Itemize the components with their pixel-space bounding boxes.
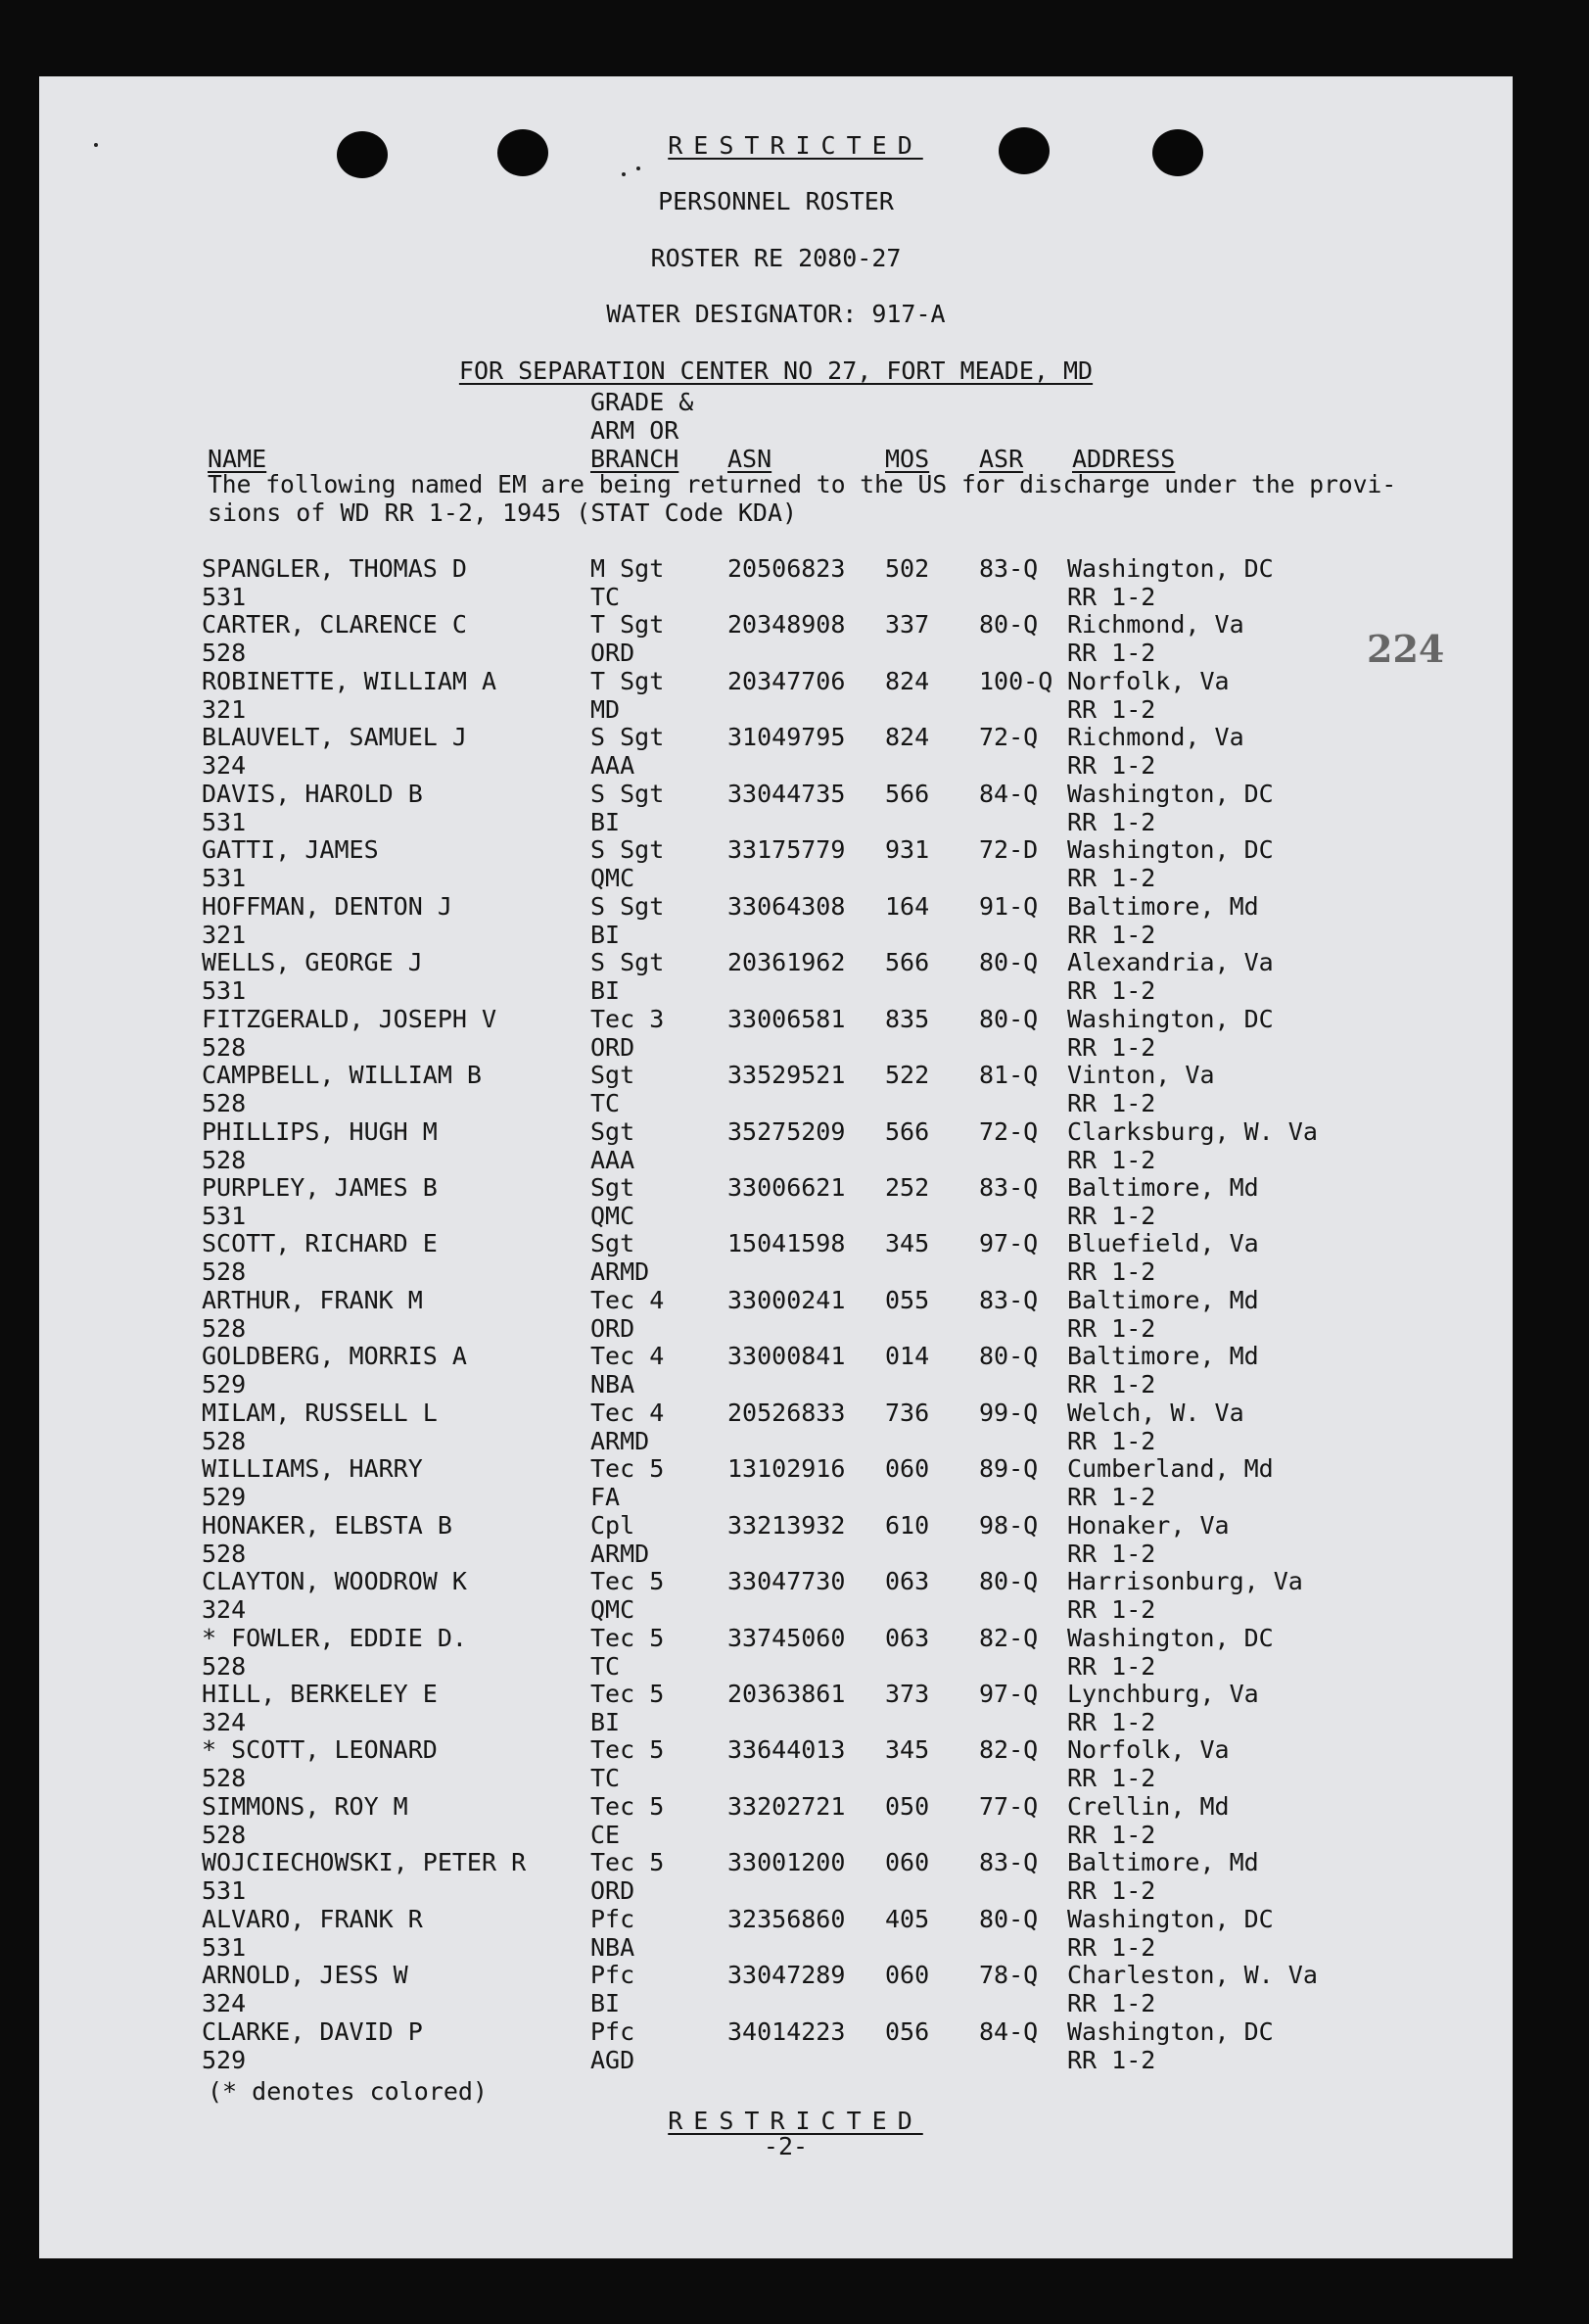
entry-branch: CE [590,1820,621,1849]
entry-code: 528 [202,1820,247,1849]
entry-code: 528 [202,1089,247,1118]
entry-branch: NBA [590,1370,635,1399]
entry-code: 528 [202,1313,247,1343]
entry-branch: BI [590,807,621,836]
roster-entry [39,2017,1513,2074]
entry-name: SPANGLER, THOMAS D [202,554,467,583]
entry-city: Crellin, Md [1067,1791,1230,1821]
entry-asr: 89-Q [979,1454,1039,1484]
entry-asn: 33064308 [727,891,846,921]
entry-branch: ARMD [590,1539,650,1568]
entry-code: 528 [202,1257,247,1287]
entry-grade: Pfc [590,2016,635,2046]
entry-grade: Tec 5 [590,1735,665,1765]
entry-asr: 99-Q [979,1398,1039,1427]
entry-city: Welch, W. Va [1067,1398,1244,1427]
entry-asr: 78-Q [979,1961,1039,1990]
entry-asn: 20363861 [727,1680,846,1708]
entry-city: Baltimore, Md [1067,891,1259,921]
restricted-header: RESTRICTED [668,131,923,160]
entry-asr: 83-Q [979,1848,1039,1877]
separation-center: FOR SEPARATION CENTER NO 27, FORT MEADE, MD [458,356,1094,385]
roster-entry [39,554,1513,611]
entry-code: 528 [202,1032,247,1062]
entry-grade: M Sgt [590,554,665,583]
entry-name: CLARKE, DAVID P [202,2016,423,2046]
roster-entry [39,1735,1513,1792]
entry-city: Honaker, Va [1067,1510,1230,1540]
entry-asn: 33047730 [727,1567,846,1596]
restricted-footer: RESTRICTED [668,2107,923,2135]
entry-rr: RR 1-2 [1067,583,1156,611]
entry-mos: 345 [885,1229,930,1258]
entry-asr: 84-Q [979,2016,1039,2046]
page-number: -2- [763,2132,809,2160]
roster-entry [39,610,1513,671]
entry-name: MILAM, RUSSELL L [202,1398,438,1427]
entry-branch: ORD [590,1032,635,1062]
roster-entry [39,780,1513,836]
entry-branch: NBA [590,1932,635,1962]
entry-mos: 522 [885,1061,930,1090]
entry-grade: Sgt [590,1229,635,1258]
entry-rr: RR 1-2 [1067,1483,1156,1512]
entry-asr: 81-Q [979,1061,1039,1090]
entry-rr: RR 1-2 [1067,1651,1156,1681]
entry-asr: 80-Q [979,1904,1039,1933]
entry-asn: 20506823 [727,554,846,583]
entry-asn: 20526833 [727,1398,846,1427]
entry-name: BLAUVELT, SAMUEL J [202,723,467,752]
entry-branch: QMC [590,1595,635,1625]
stamped-page-number: 224 [1367,627,1445,671]
entry-rr: RR 1-2 [1067,751,1156,781]
entry-code: 528 [202,1145,247,1174]
roster-entry [39,1680,1513,1736]
entry-code: 531 [202,1876,247,1906]
entry-grade: Sgt [590,1172,635,1202]
footnote: (* denotes colored) [208,2077,488,2106]
entry-code: 529 [202,2045,247,2074]
entry-branch: ORD [590,1313,635,1343]
entry-rr: RR 1-2 [1067,1032,1156,1062]
entry-branch: BI [590,920,621,949]
entry-city: Harrisonburg, Va [1067,1567,1303,1596]
speck [636,166,640,170]
entry-mos: 337 [885,610,930,640]
entry-asn: 33006621 [727,1172,846,1202]
entry-city: Richmond, Va [1067,723,1244,752]
entry-asn: 33213932 [727,1510,846,1540]
entry-city: Charleston, W. Va [1067,1961,1318,1990]
speck [622,172,626,176]
entry-code: 531 [202,864,247,893]
entry-asr: 72-Q [979,723,1039,752]
entry-branch: ORD [590,1876,635,1906]
entry-city: Washington, DC [1067,554,1274,583]
entry-name: SCOTT, RICHARD E [202,1229,438,1258]
entry-city: Norfolk, Va [1067,666,1230,695]
column-header-mos: MOS [885,445,930,473]
column-header-address: ADDRESS [1072,445,1176,473]
entry-branch: TC [590,1764,621,1793]
entry-code: 529 [202,1483,247,1512]
column-header-asn: ASN [727,445,772,473]
entry-asn: 33047289 [727,1961,846,1990]
column-header-grade-1: GRADE & [590,388,694,416]
entry-grade: Tec 5 [590,1680,665,1708]
entry-asn: 33175779 [727,835,846,865]
entry-asn: 32356860 [727,1904,846,1933]
entry-city: Clarksburg, W. Va [1067,1116,1318,1146]
entry-city: Baltimore, Md [1067,1285,1259,1314]
entry-name: CLAYTON, WOODROW K [202,1567,467,1596]
entry-asn: 20348908 [727,610,846,640]
entry-name: ARNOLD, JESS W [202,1961,408,1990]
entry-name: ARTHUR, FRANK M [202,1285,423,1314]
entry-grade: Tec 5 [590,1848,665,1877]
entry-asr: 80-Q [979,610,1039,640]
entry-rr: RR 1-2 [1067,1820,1156,1849]
entry-asn: 33202721 [727,1791,846,1821]
entry-grade: Tec 4 [590,1342,665,1371]
entry-rr: RR 1-2 [1067,1370,1156,1399]
entry-mos: 055 [885,1285,930,1314]
intro-line-2: sions of WD RR 1-2, 1945 (STAT Code KDA) [208,498,798,527]
entry-code: 528 [202,1539,247,1568]
entry-branch: QMC [590,1201,635,1230]
entry-asn: 33006581 [727,1004,846,1033]
entry-asr: 97-Q [979,1229,1039,1258]
entry-branch: ARMD [590,1257,650,1287]
entry-grade: S Sgt [590,891,665,921]
entry-asn: 31049795 [727,723,846,752]
roster-entry [39,1961,1513,2017]
entry-mos: 056 [885,2016,930,2046]
entry-asn: 13102916 [727,1454,846,1484]
entry-code: 324 [202,1989,247,2018]
entry-name: HOFFMAN, DENTON J [202,891,452,921]
entry-mos: 014 [885,1342,930,1371]
entry-asr: 83-Q [979,1172,1039,1202]
entry-city: Baltimore, Md [1067,1342,1259,1371]
entry-mos: 252 [885,1172,930,1202]
entry-city: Lynchburg, Va [1067,1680,1259,1708]
entry-name: ROBINETTE, WILLIAM A [202,666,497,695]
entry-city: Washington, DC [1067,1004,1274,1033]
entry-mos: 060 [885,1848,930,1877]
entry-mos: 063 [885,1623,930,1652]
entry-asr: 97-Q [979,1680,1039,1708]
entry-asr: 83-Q [979,554,1039,583]
entry-rr: RR 1-2 [1067,1932,1156,1962]
entry-rr: RR 1-2 [1067,1764,1156,1793]
entry-rr: RR 1-2 [1067,639,1156,668]
column-header-grade-3: BRANCH [590,445,679,473]
entry-grade: S Sgt [590,835,665,865]
roster-entry [39,1061,1513,1117]
column-header-grade-2: ARM OR [590,416,679,445]
entry-asn: 33745060 [727,1623,846,1652]
roster-entry [39,1005,1513,1062]
entry-code: 528 [202,1764,247,1793]
entry-asn: 33044735 [727,779,846,808]
roster-entry [39,723,1513,780]
entry-asr: 100-Q [979,666,1053,695]
entry-name: HONAKER, ELBSTA B [202,1510,452,1540]
entry-city: Washington, DC [1067,779,1274,808]
entry-code: 531 [202,1932,247,1962]
entry-rr: RR 1-2 [1067,976,1156,1006]
entry-city: Richmond, Va [1067,610,1244,640]
document-title: PERSONNEL ROSTER [658,187,894,215]
entry-asn: 20361962 [727,948,846,977]
entry-mos: 566 [885,779,930,808]
entry-name: WILLIAMS, HARRY [202,1454,423,1484]
entry-grade: Tec 3 [590,1004,665,1033]
entry-grade: T Sgt [590,666,665,695]
entry-asr: 84-Q [979,779,1039,808]
intro-line-1: The following named EM are being returned to the US for discharge under the provi- [208,470,1397,498]
entry-asn: 35275209 [727,1116,846,1146]
entry-asr: 91-Q [979,891,1039,921]
entry-asr: 80-Q [979,1342,1039,1371]
entry-branch: BI [590,976,621,1006]
entry-grade: Tec 4 [590,1398,665,1427]
entry-name: CARTER, CLARENCE C [202,610,467,640]
entry-city: Washington, DC [1067,2016,1274,2046]
entry-city: Norfolk, Va [1067,1735,1230,1765]
roster-entry [39,1567,1513,1624]
entry-branch: ARMD [590,1426,650,1455]
entry-city: Washington, DC [1067,1623,1274,1652]
entry-grade: T Sgt [590,610,665,640]
entry-asr: 77-Q [979,1791,1039,1821]
entry-code: 321 [202,694,247,724]
entry-mos: 405 [885,1904,930,1933]
entry-grade: Tec 4 [590,1285,665,1314]
entry-rr: RR 1-2 [1067,864,1156,893]
entry-mos: 164 [885,891,930,921]
entry-asr: 80-Q [979,948,1039,977]
entry-asr: 72-Q [979,1116,1039,1146]
roster-entry [39,1342,1513,1399]
entry-mos: 610 [885,1510,930,1540]
entry-asn: 20347706 [727,666,846,695]
entry-grade: S Sgt [590,948,665,977]
entry-name: * FOWLER, EDDIE D. [202,1623,467,1652]
entry-name: HILL, BERKELEY E [202,1680,438,1708]
entry-rr: RR 1-2 [1067,2045,1156,2074]
entry-grade: Tec 5 [590,1623,665,1652]
roster-entry [39,1286,1513,1343]
entry-grade: Sgt [590,1116,635,1146]
roster-number: ROSTER RE 2080-27 [650,244,902,272]
entry-name: GATTI, JAMES [202,835,379,865]
entry-asr: 82-Q [979,1735,1039,1765]
entry-asn: 33644013 [727,1735,846,1765]
column-header-name: NAME [208,445,267,473]
entry-mos: 345 [885,1735,930,1765]
entry-asn: 34014223 [727,2016,846,2046]
roster-entry [39,1117,1513,1174]
roster-entry [39,1173,1513,1230]
entry-code: 531 [202,807,247,836]
entry-rr: RR 1-2 [1067,1595,1156,1625]
entry-branch: TC [590,583,621,611]
entry-branch: BI [590,1989,621,2018]
entry-rr: RR 1-2 [1067,694,1156,724]
entry-code: 531 [202,583,247,611]
entry-grade: Sgt [590,1061,635,1090]
entry-grade: Cpl [590,1510,635,1540]
entry-city: Alexandria, Va [1067,948,1274,977]
entry-mos: 050 [885,1791,930,1821]
entry-branch: AGD [590,2045,635,2074]
entry-code: 529 [202,1370,247,1399]
entry-rr: RR 1-2 [1067,920,1156,949]
entry-asr: 98-Q [979,1510,1039,1540]
entry-mos: 835 [885,1004,930,1033]
entry-name: DAVIS, HAROLD B [202,779,423,808]
entry-asn: 33000841 [727,1342,846,1371]
entry-rr: RR 1-2 [1067,1257,1156,1287]
entry-asn: 33529521 [727,1061,846,1090]
entry-asr: 80-Q [979,1004,1039,1033]
entry-grade: S Sgt [590,779,665,808]
entry-branch: MD [590,694,621,724]
entry-code: 531 [202,1201,247,1230]
entry-branch: QMC [590,864,635,893]
entry-mos: 736 [885,1398,930,1427]
roster-entry [39,1399,1513,1455]
roster-entry [39,1905,1513,1962]
entry-rr: RR 1-2 [1067,1539,1156,1568]
entry-mos: 060 [885,1454,930,1484]
entry-name: SIMMONS, ROY M [202,1791,408,1821]
entry-mos: 824 [885,723,930,752]
entry-name: WOJCIECHOWSKI, PETER R [202,1848,527,1877]
roster-entry [39,1792,1513,1849]
entry-branch: ORD [590,639,635,668]
entry-asr: 72-D [979,835,1039,865]
entry-code: 528 [202,1651,247,1681]
entry-mos: 502 [885,554,930,583]
entry-name: GOLDBERG, MORRIS A [202,1342,467,1371]
entry-rr: RR 1-2 [1067,1313,1156,1343]
entry-grade: Pfc [590,1904,635,1933]
entry-code: 324 [202,751,247,781]
entry-city: Baltimore, Md [1067,1172,1259,1202]
entry-city: Cumberland, Md [1067,1454,1274,1484]
entry-code: 324 [202,1708,247,1736]
entry-branch: TC [590,1089,621,1118]
entry-branch: FA [590,1483,621,1512]
entry-name: PURPLEY, JAMES B [202,1172,438,1202]
entry-branch: BI [590,1708,621,1736]
roster-entry [39,1848,1513,1905]
entry-code: 324 [202,1595,247,1625]
entry-mos: 566 [885,1116,930,1146]
entry-name: WELLS, GEORGE J [202,948,423,977]
entry-asr: 80-Q [979,1567,1039,1596]
entry-grade: Tec 5 [590,1454,665,1484]
entry-mos: 566 [885,948,930,977]
entry-name: FITZGERALD, JOSEPH V [202,1004,497,1033]
column-header-asr: ASR [979,445,1024,473]
entry-mos: 373 [885,1680,930,1708]
entry-rr: RR 1-2 [1067,807,1156,836]
entry-rr: RR 1-2 [1067,1201,1156,1230]
roster-entry [39,1624,1513,1681]
entry-name: * SCOTT, LEONARD [202,1735,438,1765]
entry-mos: 060 [885,1961,930,1990]
entry-city: Washington, DC [1067,835,1274,865]
entry-grade: Pfc [590,1961,635,1990]
entry-mos: 063 [885,1567,930,1596]
entry-asr: 83-Q [979,1285,1039,1314]
entry-rr: RR 1-2 [1067,1426,1156,1455]
entry-city: Vinton, Va [1067,1061,1215,1090]
entry-rr: RR 1-2 [1067,1876,1156,1906]
entry-asr: 82-Q [979,1623,1039,1652]
entry-rr: RR 1-2 [1067,1708,1156,1736]
document-page [39,76,1513,2258]
entry-mos: 931 [885,835,930,865]
roster-entry [39,1511,1513,1568]
entry-rr: RR 1-2 [1067,1989,1156,2018]
roster-entry [39,835,1513,892]
entry-name: PHILLIPS, HUGH M [202,1116,438,1146]
water-designator: WATER DESIGNATOR: 917-A [606,300,946,328]
entry-city: Bluefield, Va [1067,1229,1259,1258]
roster-entry [39,892,1513,949]
entry-branch: AAA [590,1145,635,1174]
entry-grade: Tec 5 [590,1567,665,1596]
entry-grade: Tec 5 [590,1791,665,1821]
roster-entry [39,1229,1513,1286]
roster-entry [39,1454,1513,1511]
roster-entry [39,948,1513,1005]
entry-code: 528 [202,639,247,668]
entry-asn: 33000241 [727,1285,846,1314]
entry-code: 531 [202,976,247,1006]
entry-name: ALVARO, FRANK R [202,1904,423,1933]
entry-grade: S Sgt [590,723,665,752]
entry-asn: 15041598 [727,1229,846,1258]
entry-rr: RR 1-2 [1067,1089,1156,1118]
entry-branch: TC [590,1651,621,1681]
roster-entry [39,667,1513,724]
entry-city: Washington, DC [1067,1904,1274,1933]
entry-rr: RR 1-2 [1067,1145,1156,1174]
entry-mos: 824 [885,666,930,695]
entry-code: 528 [202,1426,247,1455]
entry-name: CAMPBELL, WILLIAM B [202,1061,482,1090]
entry-branch: AAA [590,751,635,781]
entry-asn: 33001200 [727,1848,846,1877]
entry-code: 321 [202,920,247,949]
entry-city: Baltimore, Md [1067,1848,1259,1877]
